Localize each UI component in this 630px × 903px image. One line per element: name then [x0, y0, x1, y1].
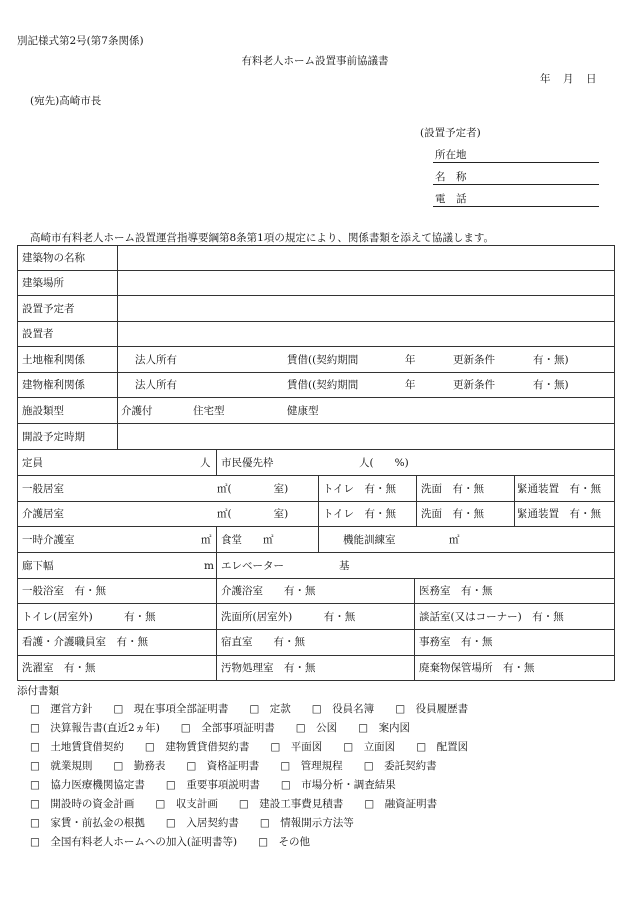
attachments-line [30, 780, 396, 791]
attachment-item: 役員名簿 [332, 703, 375, 715]
label-training-room: 機能訓練室 [343, 534, 396, 546]
care-room-washbasin[interactable]: 洗面 有・無 [421, 508, 484, 520]
attachment-item: 重要事項説明書 [186, 779, 260, 791]
applicant-address-field[interactable] [433, 162, 599, 163]
attachment-item: 融資証明書 [384, 798, 438, 810]
checkbox-icon[interactable]: □ [238, 798, 249, 810]
addressee: (宛先)高崎市長 [30, 95, 102, 107]
attachment-item: 平面図 [290, 741, 323, 753]
land-renewal-label: 更新条件 [453, 354, 495, 366]
checkbox-icon[interactable]: □ [30, 741, 40, 753]
facility-grid-cell[interactable]: 宿直室 有・無 [221, 636, 305, 648]
building-name-field[interactable] [119, 247, 613, 269]
attachment-item: 公図 [316, 722, 338, 734]
attachments-line [30, 723, 410, 734]
attachment-item: 管理規程 [300, 760, 343, 772]
attachments-line [30, 761, 437, 772]
attachment-item: 決算報告書(直近2ヵ年) [50, 722, 160, 734]
applicant-address-label: 所在地 [435, 149, 467, 161]
checkbox-icon[interactable]: □ [343, 741, 354, 753]
form-number: 別記様式第2号(第7条関係) [17, 35, 144, 47]
checkbox-icon[interactable]: □ [30, 798, 40, 810]
attachment-item: 資格証明書 [206, 760, 260, 772]
attachment-item: 役員履歴書 [415, 703, 469, 715]
attachments-heading: 添付書類 [17, 685, 59, 697]
checkbox-icon[interactable]: □ [165, 779, 176, 791]
dining-room: 食堂 ㎡ [221, 534, 274, 546]
land-corporate-option[interactable]: 法人所有 [135, 354, 177, 366]
checkbox-icon[interactable]: □ [258, 836, 269, 848]
label-building-name: 建築物の名称 [22, 252, 85, 264]
label-elevator: エレベーター [221, 560, 284, 572]
capacity-unit: 人 [200, 457, 211, 469]
corridor-unit: m [204, 560, 214, 572]
checkbox-icon[interactable]: □ [270, 741, 281, 753]
checkbox-icon[interactable]: □ [113, 760, 124, 772]
land-years-unit: 年 [405, 354, 416, 366]
general-room-toilet[interactable]: トイレ 有・無 [323, 483, 396, 495]
checkbox-icon[interactable]: □ [30, 779, 40, 791]
checkbox-icon[interactable]: □ [416, 741, 427, 753]
label-planned-establisher: 設置予定者 [22, 303, 75, 315]
checkbox-icon[interactable]: □ [186, 760, 197, 772]
label-opening-period: 開設予定時期 [22, 431, 85, 443]
checkbox-icon[interactable]: □ [30, 817, 40, 829]
attachments-line [30, 818, 354, 829]
checkbox-icon[interactable]: □ [30, 722, 40, 734]
checkbox-icon[interactable]: □ [249, 703, 260, 715]
facility-grid-cell[interactable]: 一般浴室 有・無 [22, 585, 106, 597]
checkbox-icon[interactable]: □ [113, 703, 124, 715]
document-title: 有料老人ホーム設置事前協議書 [241, 55, 389, 67]
attachment-item: 開設時の資金計画 [50, 798, 135, 810]
attachment-item: 現在事項全部証明書 [133, 703, 229, 715]
care-room-area: ㎡( 室) [217, 508, 289, 520]
applicant-name-field[interactable] [433, 184, 599, 185]
checkbox-icon[interactable]: □ [363, 760, 374, 772]
label-building-location: 建築場所 [22, 277, 64, 289]
attachment-item: 収支計画 [175, 798, 218, 810]
facility-grid-cell[interactable]: 廃棄物保管場所 有・無 [419, 662, 535, 674]
attachment-item: 定款 [269, 703, 291, 715]
attachments-line [30, 704, 468, 715]
general-room-washbasin[interactable]: 洗面 有・無 [421, 483, 484, 495]
temp-care-unit: ㎡ [201, 534, 212, 546]
checkbox-icon[interactable]: □ [358, 722, 369, 734]
general-room-emergency[interactable]: 緊通装置 有・無 [517, 483, 601, 495]
label-corridor-width: 廊下幅 [22, 560, 54, 572]
attachment-item: 入居契約書 [186, 817, 239, 829]
city-priority-unit: 人( %) [359, 457, 409, 469]
checkbox-icon[interactable]: □ [30, 760, 40, 772]
date-line: 年 月 日 [540, 73, 598, 85]
attachment-item: 土地賃貸借契約 [50, 741, 124, 753]
checkbox-icon[interactable]: □ [144, 741, 155, 753]
label-capacity: 定員 [22, 457, 43, 469]
checkbox-icon[interactable]: □ [311, 703, 322, 715]
facility-grid-cell[interactable]: 談話室(又はコーナー) 有・無 [419, 611, 564, 623]
facility-grid-cell[interactable]: 介護浴室 有・無 [221, 585, 316, 597]
training-room-unit: ㎡ [449, 534, 460, 546]
building-location-field[interactable] [119, 272, 613, 294]
label-building-rights: 建物権利関係 [22, 379, 85, 391]
checkbox-icon[interactable]: □ [165, 817, 176, 829]
attachment-item: 全国有料老人ホームへの加入(証明書等) [50, 836, 238, 848]
checkbox-icon[interactable]: □ [155, 798, 166, 810]
facility-type-residential[interactable]: 住宅型 [193, 405, 225, 417]
facility-grid-cell[interactable]: 医務室 有・無 [419, 585, 493, 597]
checkbox-icon[interactable]: □ [364, 798, 375, 810]
attachments-line [30, 799, 437, 810]
attachment-item: 勤務表 [133, 760, 166, 772]
general-room-area: ㎡( 室) [217, 483, 289, 495]
facility-type-care[interactable]: 介護付 [121, 405, 153, 417]
building-lease-option[interactable]: 賃借((契約期間 [287, 379, 359, 391]
facility-grid-cell[interactable]: トイレ(居室外) 有・無 [22, 611, 156, 623]
attachment-item: 建設工事費見積書 [259, 798, 344, 810]
attachment-item: 立面図 [363, 741, 396, 753]
checkbox-icon[interactable]: □ [280, 779, 291, 791]
attachment-item: 情報開示方法等 [280, 817, 354, 829]
land-lease-option[interactable]: 賃借((契約期間 [287, 354, 359, 366]
facility-grid-cell[interactable]: 洗濯室 有・無 [22, 662, 96, 674]
label-temp-care-room: 一時介護室 [22, 534, 75, 546]
checkbox-icon[interactable]: □ [30, 836, 40, 848]
consultation-table [17, 245, 615, 681]
building-corporate-option[interactable]: 法人所有 [135, 379, 177, 391]
building-renewal-label: 更新条件 [453, 379, 495, 391]
attachment-item: 就業規則 [50, 760, 93, 772]
facility-grid-cell[interactable]: 汚物処理室 有・無 [221, 662, 316, 674]
applicant-heading: (設置予定者) [420, 127, 481, 139]
label-establisher: 設置者 [22, 328, 54, 340]
checkbox-icon[interactable]: □ [180, 722, 191, 734]
facility-grid-cell[interactable]: 事務室 有・無 [419, 636, 493, 648]
building-years-unit: 年 [405, 379, 416, 391]
checkbox-icon[interactable]: □ [280, 760, 291, 772]
applicant-phone-field[interactable] [433, 206, 599, 207]
care-room-toilet[interactable]: トイレ 有・無 [323, 508, 396, 520]
land-renewal-yesno[interactable]: 有・無) [533, 354, 569, 366]
facility-type-health[interactable]: 健康型 [287, 405, 319, 417]
opening-period-field[interactable] [119, 425, 613, 447]
planned-establisher-field[interactable] [119, 298, 613, 320]
label-care-room: 介護居室 [22, 508, 64, 520]
label-facility-type: 施設類型 [22, 405, 64, 417]
attachment-item: 案内図 [378, 722, 411, 734]
elevator-unit: 基 [339, 560, 350, 572]
applicant-name-label: 名 称 [435, 171, 467, 183]
label-land-rights: 土地権利関係 [22, 354, 85, 366]
intro-text: 高崎市有料老人ホーム設置運営指導要綱第8条第1項の規定により、関係書類を添えて協議します。 [30, 232, 495, 244]
checkbox-icon[interactable]: □ [30, 703, 40, 715]
attachment-item: 配置図 [436, 741, 469, 753]
building-renewal-yesno[interactable]: 有・無) [533, 379, 569, 391]
attachment-item: 全部事項証明書 [201, 722, 275, 734]
attachments-line [30, 742, 468, 753]
attachment-item: その他 [278, 836, 311, 848]
checkbox-icon[interactable]: □ [259, 817, 270, 829]
facility-grid-cell[interactable]: 洗面所(居室外) 有・無 [221, 611, 356, 623]
care-room-emergency[interactable]: 緊通装置 有・無 [517, 508, 601, 520]
label-city-priority: 市民優先枠 [221, 457, 274, 469]
applicant-phone-label: 電 話 [435, 193, 467, 205]
label-general-room: 一般居室 [22, 483, 64, 495]
facility-grid-cell[interactable]: 看護・介護職員室 有・無 [22, 636, 148, 648]
attachment-item: 建物賃貸借契約書 [165, 741, 250, 753]
attachment-item: 家賃・前払金の根拠 [50, 817, 145, 829]
attachment-item: 委託契約書 [384, 760, 437, 772]
attachment-item: 運営方針 [50, 703, 93, 715]
attachment-item: 協力医療機関協定書 [50, 779, 145, 791]
checkbox-icon[interactable]: □ [395, 703, 406, 715]
attachments-line [30, 837, 310, 848]
establisher-field[interactable] [119, 323, 613, 345]
attachment-item: 市場分析・調査結果 [301, 779, 396, 791]
checkbox-icon[interactable]: □ [295, 722, 306, 734]
